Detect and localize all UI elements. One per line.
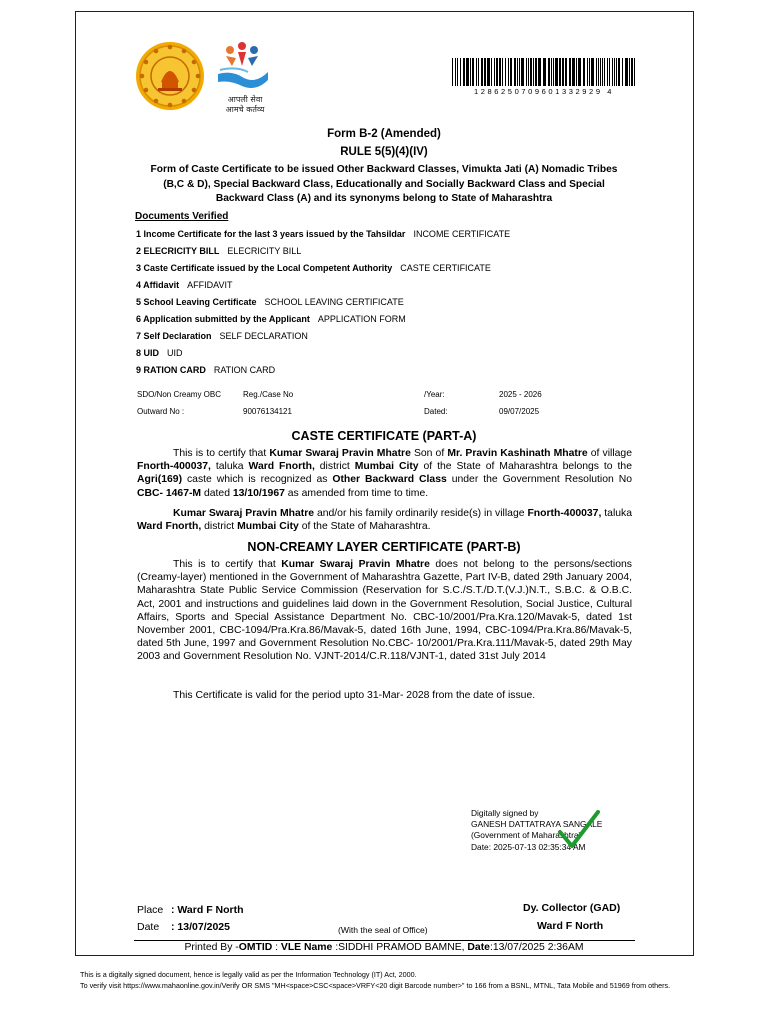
office-label: SDO/Non Creamy OBC	[137, 390, 222, 399]
printed-by-line: Printed By -OMTID : VLE Name :SIDDHI PRAMOD BAMNE, Date:13/07/2025 2:36AM	[184, 942, 584, 953]
aaple-seva-tagline: आपली सेवा आमचे कर्तव्य	[225, 95, 265, 114]
digital-signature-block: Digitally signed by GANESH DATTATRAYA SANGALE (Government of Maharashtra) Date: 2025-07-13 02:35:34 AM	[471, 808, 603, 852]
form-title: Form B-2 (Amended)	[327, 128, 441, 140]
document-item: 5 School Leaving Certificate SCHOOL LEAVING CERTIFICATE	[136, 297, 404, 307]
collector-title: Dy. Collector (GAD)	[523, 902, 621, 914]
case-number-label: Reg./Case No	[243, 390, 294, 399]
document-item: 4 Affidavit AFFIDAVIT	[136, 280, 233, 290]
verification-instructions: To verify visit https://www.mahaonline.gov.in/Verify OR SMS "MH<space>CSC<space>VRFY<20 digit Barcode number>" to 166 from a BSNL, MTNL, Tata Mobile and 51969 from others.	[80, 981, 671, 990]
outward-label: Outward No :	[137, 407, 185, 416]
divider	[134, 940, 635, 941]
dated-label: Dated:	[424, 407, 448, 416]
validity-statement: This Certificate is valid for the period upto 31-Mar- 2028 from the date of issue.	[173, 690, 536, 701]
form-description: Form of Caste Certificate to be issued Other Backward Classes, Vimukta Jati (A) Nomadic Tribes (B,C & D), Special Backward Class, Educationally and Socially Backward Class and Special Backward Class (A) and its synonyms belong to State of Maharashtra	[150, 164, 618, 204]
part-a-paragraph-1: This is to certify that Kumar Swaraj Pravin Mhatre Son of Mr. Pravin Kashinath Mhatre of village Fnorth-400037, taluka Ward Fnorth, district Mumbai City of the State of Maharashtra belongs to the Agri(169) caste which is recognized as Other Backward Class under the Government Resolution No CBC- 1467-M dated 13/10/1967 as amended from time to time.	[137, 448, 633, 499]
part-b-paragraph: This is to certify that Kumar Swaraj Pravin Mhatre does not belong to the persons/sections (Creamy-layer) mentioned in the Government of Maharashtra Gazette, Part IV-B, dated 29th January 2004, Maharashtra State Public Service Commission (Reservation for S.C./S.T./D.T.(V.J.)N.T., S.B.C. & O.B.C. Act, 2001 and instructions and guidelines laid down in the Government Resolution, Social Justice, Cultural Affairs, Sports and Special Assistance Department No. CBC-10/2001/Pra.Kra.120/Mavak-5, dated 1st November 2001, CBC-1094/Pra.Kra.86/Mavak-5, dated 16th June, 1994, CBC-1094/Pra.Kra.86/Mavak-5, dated 5th June, 1997 and Government Resolution No.CBC- 10/2001/Pra.Kra.111/Mavak-5, dated 29th May 2003 and Government Resolution No. VJNT-2014/C.R.118/VJNT-1, dated 31st July 2014	[137, 559, 632, 663]
signature-valid-check-icon	[556, 808, 602, 852]
document-item: 8 UID UID	[136, 348, 183, 358]
barcode-icon	[452, 58, 636, 86]
document-item: 2 ELECRICITY BILL ELECRICITY BILL	[136, 246, 302, 256]
year-label: /Year:	[424, 390, 445, 399]
year-value: 2025 - 2026	[499, 390, 542, 399]
part-b-title: NON-CREAMY LAYER CERTIFICATE (PART-B)	[247, 540, 521, 554]
document-item: 1 Income Certificate for the last 3 years issued by the Tahsildar INCOME CERTIFICATE	[136, 229, 511, 239]
document-item: 6 Application submitted by the Applicant APPLICATION FORM	[136, 314, 406, 324]
date-line: Date : 13/07/2025	[137, 921, 230, 933]
maharashtra-seal-icon	[134, 38, 206, 116]
document-item: 9 RATION CARD RATION CARD	[136, 365, 276, 375]
aaple-seva-logo-icon	[212, 40, 272, 92]
legal-notice: This is a digitally signed document, hence is legally valid as per the Information Technology (IT) Act, 2000.	[80, 970, 417, 979]
part-a-paragraph-2: Kumar Swaraj Pravin Mhatre and/or his family ordinarily reside(s) in village Fnorth-400037, taluka Ward Fnorth, district Mumbai City of the State of Maharashtra.	[137, 508, 633, 533]
barcode-number: 1286250709601332929 4	[473, 87, 615, 96]
documents-verified-heading: Documents Verified	[135, 211, 229, 222]
seal-note: (With the seal of Office)	[338, 925, 428, 935]
document-item: 3 Caste Certificate issued by the Local Competent Authority CASTE CERTIFICATE	[136, 263, 491, 273]
dated-value: 09/07/2025	[499, 407, 540, 416]
place-line: Place : Ward F North	[137, 904, 244, 916]
part-a-title: CASTE CERTIFICATE (PART-A)	[291, 429, 477, 443]
collector-place: Ward F North	[537, 920, 604, 932]
outward-value: 90076134121	[243, 407, 292, 416]
rule-number: RULE 5(5)(4)(IV)	[340, 146, 428, 158]
document-item: 7 Self Declaration SELF DECLARATION	[136, 331, 308, 341]
